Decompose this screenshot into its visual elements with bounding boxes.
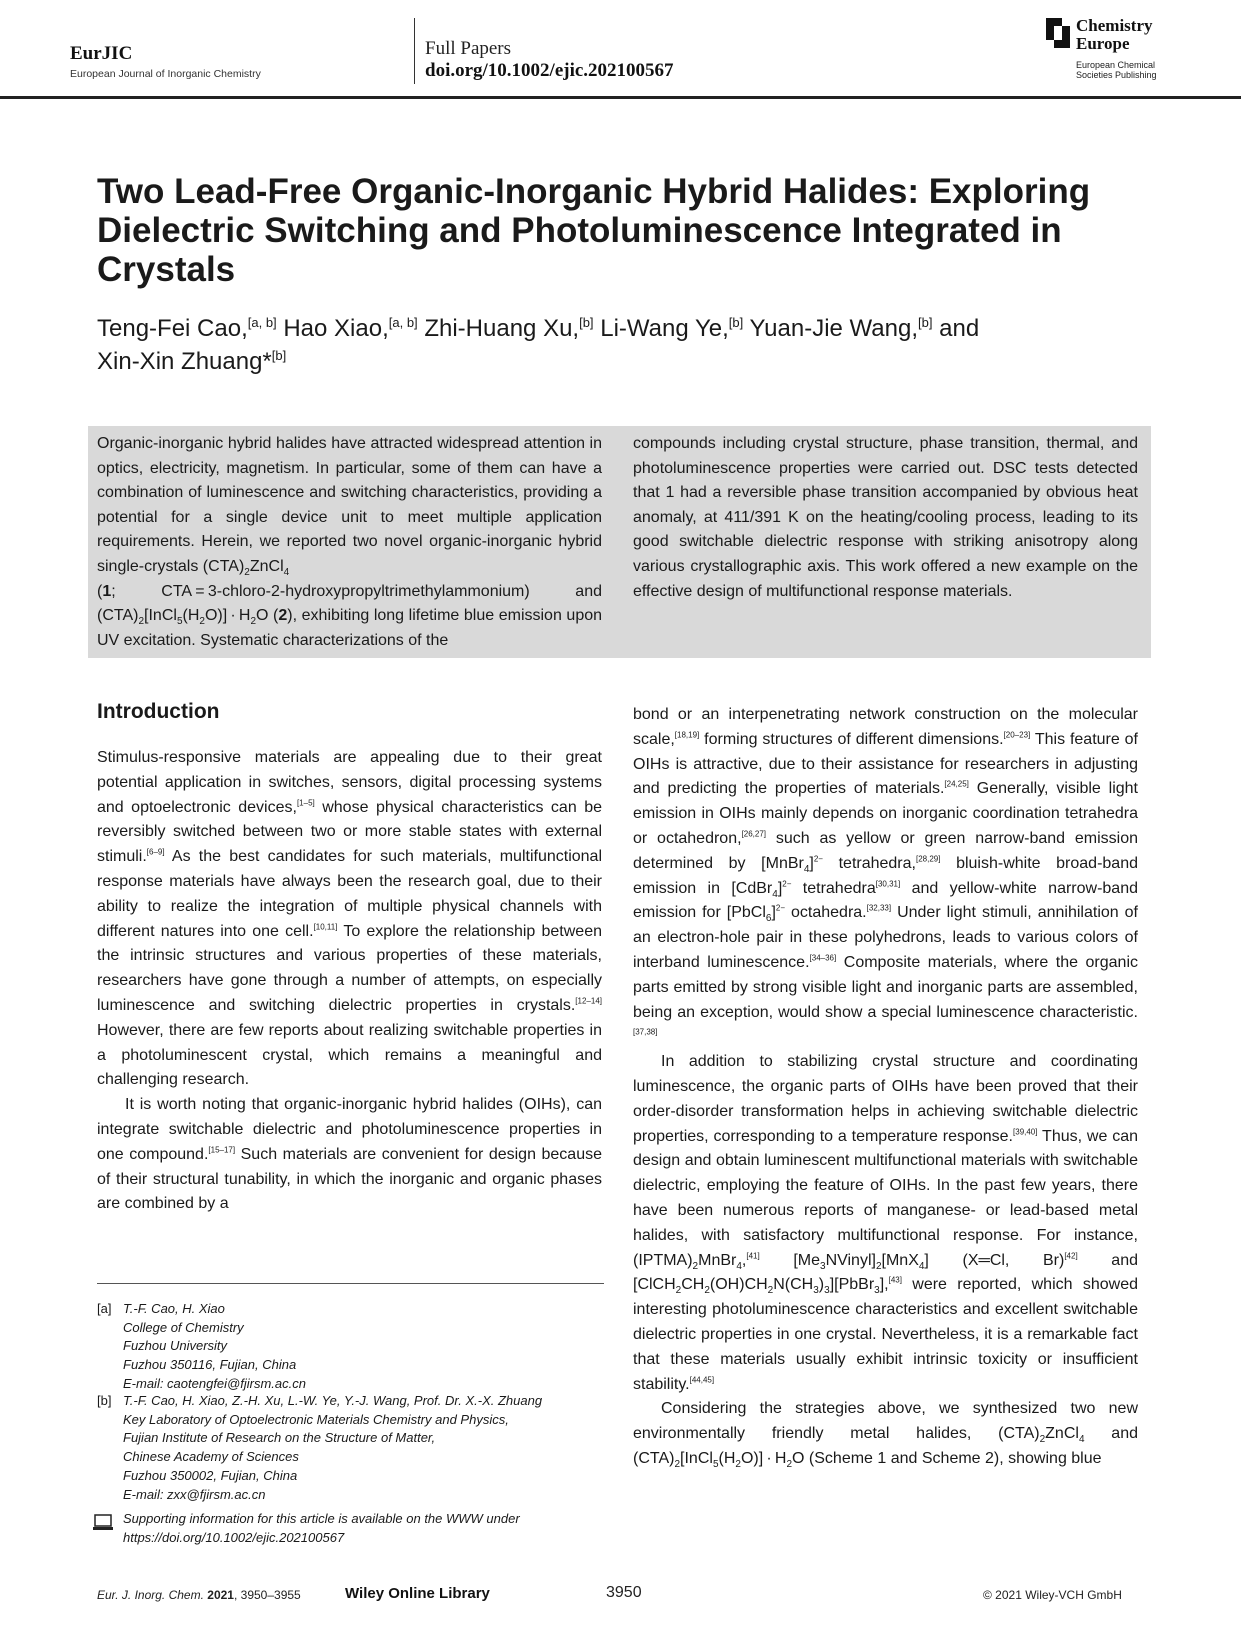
reference[interactable]: [37,38]: [633, 1028, 658, 1038]
abstract-text: ), exhibiting long lifetime blue emission upon UV excitation. Systematic characterizations of the: [97, 607, 603, 649]
reference[interactable]: [15–17]: [208, 1145, 236, 1155]
author-affiliation: [b]: [271, 348, 287, 363]
reference[interactable]: [43]: [888, 1276, 902, 1285]
subscript: 2: [138, 616, 145, 628]
reference[interactable]: [28,29]: [915, 854, 941, 864]
footer-pages: 3950–3955: [240, 1588, 301, 1602]
authors-conjunction: and: [939, 315, 980, 342]
author-affiliation: [b]: [918, 315, 933, 330]
abstract-right-column: compounds including crystal structure, phase transition, thermal, and photoluminescence properties were carried out. DSC tests detected that 1 had a reversible phase transition accompanied by obvious heat anomaly, at 411/391 K on the heating/cooling process, leading to its good switchable dielectric response with striking anisotropy along various crystallographic axis. This work offered a new example on the effective design of multifunctional response materials.: [633, 435, 1138, 600]
publisher-name-line1: Chemistry: [1076, 16, 1153, 35]
footnote-line: T.-F. Cao, H. Xiao, Z.-H. Xu, L.-W. Ye, Y.-J. Wang, Prof. Dr. X.-X. Zhuang: [123, 1393, 543, 1408]
subscript: 2: [199, 616, 205, 628]
footnote-line: Fuzhou 350002, Fujian, China: [123, 1467, 298, 1483]
abstract-text: ; CTA = 3-chloro-2-hydroxypropyltrimethylammonium) and (CTA): [97, 582, 602, 625]
reference[interactable]: [34–36]: [809, 953, 837, 963]
doi-link[interactable]: doi.org/10.1002/ejic.202100567: [425, 60, 674, 81]
header-rule: [0, 96, 1241, 99]
reference[interactable]: [42]: [1064, 1251, 1078, 1261]
reference[interactable]: [41]: [746, 1251, 760, 1261]
compound-number: 1: [102, 582, 112, 600]
subscript: 2: [250, 616, 257, 628]
reference[interactable]: [32,33]: [866, 904, 892, 914]
author-name[interactable]: Yuan-Jie Wang,: [749, 315, 919, 342]
reference[interactable]: [39,40]: [1013, 1127, 1038, 1137]
citation-footer: Eur. J. Inorg. Chem. 2021, 3950–3955: [97, 1588, 301, 1602]
abstract-text: (: [97, 582, 103, 600]
abstract-text: ZnCl: [249, 557, 284, 575]
author-name[interactable]: Hao Xiao,: [283, 315, 389, 342]
footnote-line: Fujian Institute of Research on the Structure of Matter,: [123, 1430, 436, 1446]
journal-full-name: European Journal of Inorganic Chemistry: [70, 68, 261, 80]
author-name[interactable]: Zhi-Huang Xu,: [424, 315, 580, 342]
reference[interactable]: [12–14]: [575, 996, 602, 1006]
subscript: 2: [244, 567, 250, 579]
abstract-left-column: [97, 432, 602, 653]
abstract-text: [InCl: [144, 607, 177, 625]
supporting-info-text: Supporting information for this article is available on the WWW under: [123, 1511, 520, 1526]
computer-icon: [92, 1514, 114, 1532]
author-affiliation: [b]: [579, 315, 594, 330]
journal-short-name: EurJIC: [70, 43, 133, 64]
paragraph: In addition to stabilizing crystal structure and coordinating luminescence, the organic parts of OIHs have been proved that their order-disorder transformation helps in achieving switchable dielectric properties, corresponding to a temperature response.[39,40] Thus, we can design and obtain luminescent multifunctional materials with switchable dielectric, employing the feature of OIHs. In the past few years, there have been numerous reports of manganese- or lead-based metal halides, with satisfactory multifunctional response. For instance, $(IPTMA)_2MnBr_4,[41]$ $[Me_3NVinyl]_2[MnX_4]$ (X═Cl, Br)[42] and $[ClCH_2CH_2(OH)CH_2N(CH_3)_3][PbBr_3],[43]$ were reported, which showed interesting photoluminescence characteristics and excellent switchable dielectric properties in one crystal. Nevertheless, it is a remarkable fact that these materials usually exhibit intrinsic toxicity or insufficient stability.[44,45]: [633, 1053, 1139, 1393]
article-title: Two Lead-Free Organic-Inorganic Hybrid Halides: Exploring Dielectric Switching and Photoluminescence Integrated in Crystals: [97, 172, 1091, 289]
footnote-email[interactable]: E-mail: zxx@fjirsm.ac.cn: [123, 1486, 266, 1502]
footnote-email[interactable]: E-mail: caotengfei@fjirsm.ac.cn: [123, 1375, 306, 1391]
subscript: 5: [176, 616, 183, 628]
author-name[interactable]: Teng-Fei Cao,: [97, 315, 248, 342]
author-name[interactable]: Li-Wang Ye,: [600, 315, 729, 342]
subscript: 4: [283, 567, 290, 579]
body-right-column: [633, 703, 1138, 1472]
publisher-name-line2: Europe: [1076, 34, 1130, 53]
reference[interactable]: [20–23]: [1003, 730, 1031, 740]
abstract-text: O)] · H: [204, 607, 251, 625]
author-name[interactable]: Xin-Xin Zhuang*: [97, 348, 272, 375]
abstract-text: (H: [182, 607, 200, 625]
author-affiliation: [b]: [728, 315, 744, 330]
affiliation-footnote-a: [97, 1300, 607, 1394]
compound-number: 2: [278, 607, 288, 625]
publisher-subtitle-line2: Societies Publishing: [1076, 70, 1157, 80]
abstract-text: Organic-inorganic hybrid halides have attracted widespread attention in optics, electricity, magnetism. In particular, some of them can have a combination of luminescence and switching characteristics, providing a potential for a single device unit to meet multiple application requirements. Herein, we reported two novel organic-inorganic hybrid single-crystals (CTA): [97, 435, 602, 575]
reference[interactable]: [10,11]: [313, 922, 338, 932]
reference[interactable]: [1–5]: [296, 798, 315, 808]
abstract-text: O (: [256, 607, 279, 625]
paragraph: Stimulus-responsive materials are appealing due to their great potential application in switches, sensors, digital processing systems and optoelectronic devices,[1–5] whose physical characteristics can be reversibly switched between two or more stable states with external stimuli.[6–9] As the best candidates for such materials, multifunctional response materials have always been the research goal, due to their ability to realize the integration of multiple physical channels with different natures into one cell.[10,11] To explore the relationship between the intrinsic structures and various properties of these materials, researchers have gone through a number of attempts, on especially luminescence and switching dielectric properties in crystals.[12–14] However, there are few reports about realizing switchable properties in a photoluminescent crystal, which remains a meaningful and challenging research.: [97, 749, 602, 1089]
footer-year: 2021: [207, 1588, 234, 1602]
reference[interactable]: [24,25]: [944, 780, 969, 790]
footnote-key: [a]: [97, 1301, 112, 1316]
supporting-info-link[interactable]: https://doi.org/10.1002/ejic.202100567: [123, 1529, 345, 1545]
wiley-online-library-link[interactable]: Wiley Online Library: [345, 1585, 490, 1602]
reference[interactable]: [26,27]: [741, 829, 767, 839]
reference[interactable]: [18,19]: [674, 730, 700, 740]
author-affiliation: [a, b]: [388, 315, 418, 330]
author-affiliation: [a, b]: [247, 315, 277, 330]
page-number: 3950: [606, 1584, 642, 1601]
header-divider: [414, 18, 415, 84]
paragraph: bond or an interpenetrating network construction on the molecular scale,[18,19] forming structures of different dimensions.[20–23] This feature of OIHs is attractive, due to their assistance for researchers in adjusting and predicting the properties of materials.[24,25] Generally, visible light emission in OIHs mainly depends on inorganic coordination tetrahedra or octahedron,[26,27] such as yellow or green narrow-band emission determined by [MnBr$_4$]$^{2-}$ tetrahedra,[28,29] bluish-white broad-band emission in [CdBr$_4$]$^{2-}$ tetrahedra[30,31] and yellow-white narrow-band emission for [PbCl$_6$]$^{2-}$ octahedra.[32,33] Under light stimuli, annihilation of an electron-hole pair in these polyhedrons, leads to various colors of interband luminescence.[34–36] Composite materials, where the organic parts emitted by strong visible light and inorganic parts are assembled, being an exception, would show a special luminescence characteristic.[37,38]: [633, 706, 1139, 1038]
supporting-info-note: [123, 1510, 607, 1547]
footnote-key: [b]: [97, 1393, 112, 1408]
footnote-line: Fuzhou 350116, Fujian, China: [123, 1357, 297, 1373]
chemistry-europe-logo-icon: [1046, 18, 1070, 48]
publisher-subtitle-line1: European Chemical: [1076, 60, 1156, 70]
body-left-column: [97, 746, 602, 1217]
footnote-rule: [97, 1283, 604, 1284]
footer-journal: Eur. J. Inorg. Chem.: [97, 1588, 204, 1602]
author-list: [97, 312, 1157, 378]
footnote-line: Key Laboratory of Optoelectronic Materials Chemistry and Physics,: [123, 1411, 509, 1427]
reference[interactable]: [30,31]: [875, 879, 901, 889]
paragraph: Considering the strategies above, we synthesized two new environmentally friendly metal halides, $(CTA)_2ZnCl_4$ and $(CTA)_2[InCl_5(H_2O)] \cdot H_2O$ (Scheme 1 and Scheme 2), showing blue: [633, 1400, 1138, 1471]
reference[interactable]: [44,45]: [689, 1375, 715, 1385]
paragraph: It is worth noting that organic-inorganic hybrid halides (OIHs), can integrate switchable dielectric and photoluminescence properties in one compound.[15–17] Such materials are convenient for design because of their structural tunability, in which the inorganic and organic phases are combined by a: [97, 1096, 602, 1213]
footnote-line: Fuzhou University: [123, 1338, 228, 1354]
section-label: Full Papers: [425, 38, 512, 59]
affiliation-footnote-b: [97, 1392, 607, 1504]
reference[interactable]: [6–9]: [146, 847, 165, 857]
footnote-line: T.-F. Cao, H. Xiao: [123, 1301, 225, 1316]
copyright-notice: © 2021 Wiley-VCH GmbH: [983, 1588, 1122, 1602]
section-heading: Introduction: [97, 700, 220, 723]
footnote-line: Chinese Academy of Sciences: [123, 1449, 299, 1465]
footnote-line: College of Chemistry: [123, 1319, 244, 1335]
